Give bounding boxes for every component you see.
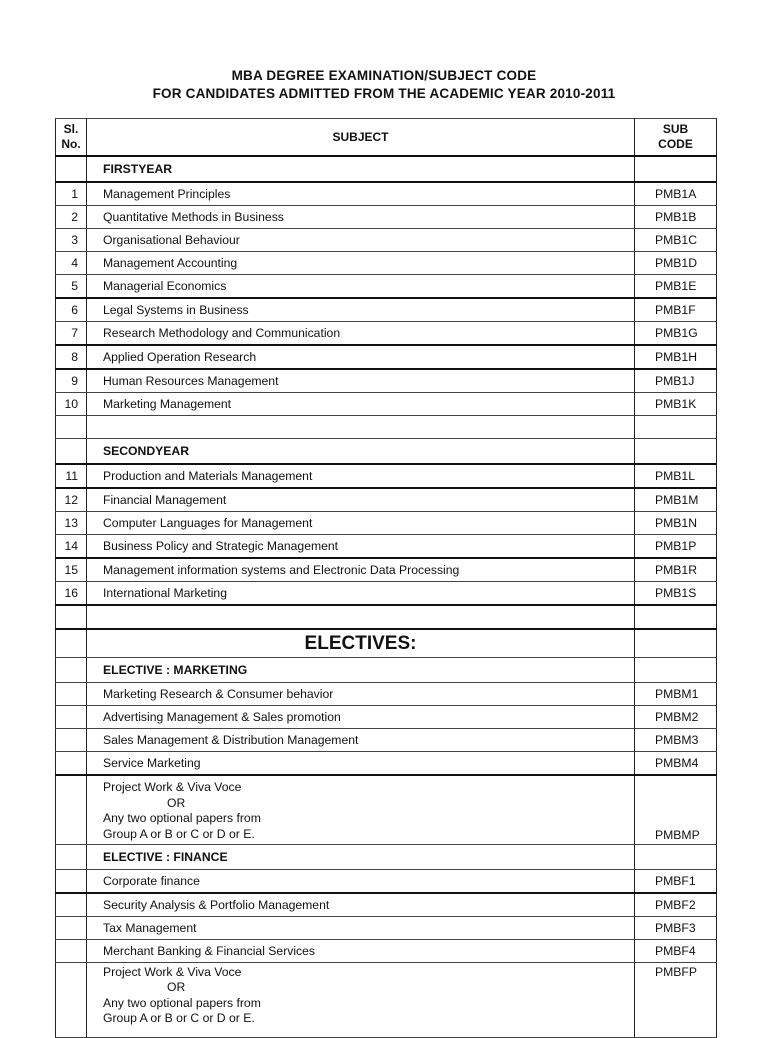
row-number (56, 917, 87, 940)
subject-name: Organisational Behaviour (87, 229, 635, 252)
subject-name: Marketing Management (87, 393, 635, 416)
second-year-heading: SECONDYEAR (87, 439, 635, 465)
subject-code: PMBF1 (635, 870, 717, 894)
subject-name: Tax Management (87, 917, 635, 940)
table-row (56, 512, 717, 535)
subject-name: Managerial Economics (87, 275, 635, 299)
table-row (56, 252, 717, 275)
subject-code: PMB1G (635, 322, 717, 346)
elective-marketing-heading: ELECTIVE : MARKETING (87, 658, 635, 683)
row-number: 2 (56, 206, 87, 229)
header-sl-no: Sl. No. (56, 119, 87, 157)
row-number: 1 (56, 182, 87, 206)
subject-name: Sales Management & Distribution Management (87, 729, 635, 752)
subject-name: Financial Management (87, 488, 635, 512)
row-number (56, 893, 87, 917)
subject-code: PMBM1 (635, 683, 717, 706)
row-number: 16 (56, 582, 87, 606)
row-number: 7 (56, 322, 87, 346)
subject-code: PMB1H (635, 345, 717, 369)
table-row (56, 464, 717, 488)
subject-code: PMB1F (635, 298, 717, 322)
table-row (56, 393, 717, 416)
subject-code: PMB1K (635, 393, 717, 416)
subject-code: PMBM2 (635, 706, 717, 729)
table-row (56, 893, 717, 917)
table-row (56, 322, 717, 346)
row-number (56, 706, 87, 729)
subject-code: PMBFP (635, 963, 717, 1038)
project-work-option: Project Work & Viva Voce OR Any two optional papers from Group A or B or C or D or E. (87, 963, 635, 1038)
subject-code-table (55, 118, 717, 1038)
subject-code: PMB1P (635, 535, 717, 559)
subject-code: PMB1N (635, 512, 717, 535)
row-number: 8 (56, 345, 87, 369)
row-number: 11 (56, 464, 87, 488)
blank-row (56, 416, 717, 439)
first-year-heading: FIRSTYEAR (87, 156, 635, 182)
row-number: 3 (56, 229, 87, 252)
subject-code: PMB1S (635, 582, 717, 606)
row-number (56, 683, 87, 706)
subject-code: PMBF2 (635, 893, 717, 917)
subject-name: Quantitative Methods in Business (87, 206, 635, 229)
subject-name: Service Marketing (87, 752, 635, 776)
electives-heading: ELECTIVES: (87, 629, 635, 658)
table-row (56, 582, 717, 606)
subject-name: Applied Operation Research (87, 345, 635, 369)
subject-name: Security Analysis & Portfolio Management (87, 893, 635, 917)
table-row (56, 488, 717, 512)
subject-name: Advertising Management & Sales promotion (87, 706, 635, 729)
row-number (56, 940, 87, 963)
row-number (56, 870, 87, 894)
project-option-row (56, 775, 717, 845)
header-sub-code: SUB CODE (635, 119, 717, 157)
subject-name: Management Accounting (87, 252, 635, 275)
subject-code: PMBF3 (635, 917, 717, 940)
page-title-line-1: MBA DEGREE EXAMINATION/SUBJECT CODE (231, 68, 537, 83)
table-row (56, 940, 717, 963)
table-row (56, 706, 717, 729)
project-option-row (56, 963, 717, 1038)
subject-code: PMBMP (635, 775, 717, 845)
subject-code: PMB1A (635, 182, 717, 206)
subject-name: International Marketing (87, 582, 635, 606)
row-number: 4 (56, 252, 87, 275)
row-number: 9 (56, 369, 87, 393)
subject-code: PMB1E (635, 275, 717, 299)
table-row (56, 206, 717, 229)
subject-code: PMBM3 (635, 729, 717, 752)
row-number: 15 (56, 558, 87, 582)
section-heading-row (56, 658, 717, 683)
subject-code: PMB1R (635, 558, 717, 582)
subject-name: Corporate finance (87, 870, 635, 894)
subject-name: Management Principles (87, 182, 635, 206)
section-heading-row (56, 156, 717, 182)
header-subject: SUBJECT (87, 119, 635, 157)
subject-name: Research Methodology and Communication (87, 322, 635, 346)
project-work-option: Project Work & Viva Voce OR Any two optional papers from Group A or B or C or D or E. (87, 775, 635, 845)
subject-name: Merchant Banking & Financial Services (87, 940, 635, 963)
blank-row (56, 605, 717, 629)
table-row (56, 917, 717, 940)
row-number: 6 (56, 298, 87, 322)
row-number: 13 (56, 512, 87, 535)
subject-name: Marketing Research & Consumer behavior (87, 683, 635, 706)
table-header-row (56, 119, 717, 157)
subject-name: Business Policy and Strategic Management (87, 535, 635, 559)
subject-code: PMB1L (635, 464, 717, 488)
section-heading-row (56, 845, 717, 870)
electives-heading-row (56, 629, 717, 658)
subject-code: PMBM4 (635, 752, 717, 776)
subject-code: PMB1M (635, 488, 717, 512)
section-heading-row (56, 439, 717, 465)
table-row (56, 182, 717, 206)
table-row (56, 535, 717, 559)
subject-name: Production and Materials Management (87, 464, 635, 488)
subject-name: Legal Systems in Business (87, 298, 635, 322)
subject-code: PMB1B (635, 206, 717, 229)
table-row (56, 298, 717, 322)
table-row (56, 752, 717, 776)
table-row (56, 683, 717, 706)
subject-name: Human Resources Management (87, 369, 635, 393)
subject-code: PMB1C (635, 229, 717, 252)
subject-code: PMB1D (635, 252, 717, 275)
page-title-line-2: FOR CANDIDATES ADMITTED FROM THE ACADEMIC YEAR 2010-2011 (152, 86, 616, 101)
table-row (56, 345, 717, 369)
subject-name: Management information systems and Electronic Data Processing (87, 558, 635, 582)
row-number: 12 (56, 488, 87, 512)
table-row (56, 870, 717, 894)
table-row (56, 229, 717, 252)
table-row (56, 558, 717, 582)
row-number: 14 (56, 535, 87, 559)
row-number: 5 (56, 275, 87, 299)
row-number (56, 752, 87, 776)
table-row (56, 729, 717, 752)
table-row (56, 275, 717, 299)
subject-code: PMBF4 (635, 940, 717, 963)
table-row (56, 369, 717, 393)
row-number (56, 729, 87, 752)
subject-name: Computer Languages for Management (87, 512, 635, 535)
row-number: 10 (56, 393, 87, 416)
elective-finance-heading: ELECTIVE : FINANCE (87, 845, 635, 870)
subject-code: PMB1J (635, 369, 717, 393)
